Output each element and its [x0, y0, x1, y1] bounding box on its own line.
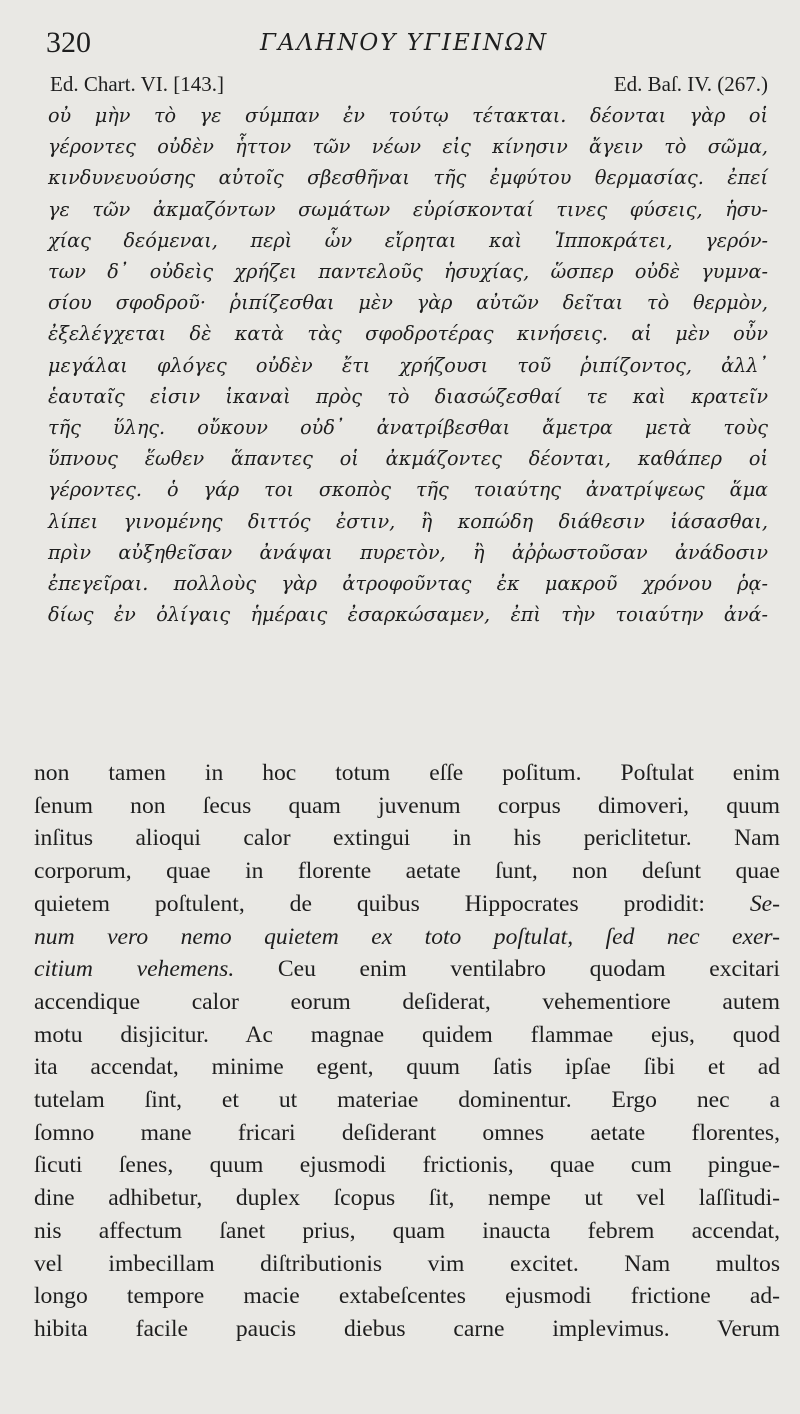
- hippocrates-quote: Se-: [749, 890, 780, 917]
- latin-line: nis affectum ſanet prius, quam inaucta febrem accendat,: [34, 1217, 780, 1244]
- greek-line: των δ᾽ οὐδεὶς χρήζει παντελοῦς ἡσυχίας, ὥσπερ οὐδὲ γυμνα-: [48, 260, 768, 284]
- latin-line: tutelam ſint, et ut materiae dominentur. Ergo nec a: [34, 1087, 780, 1114]
- greek-line: γέροντες οὐδὲν ἧττον τῶν νέων εἰς κίνησιν ἄγειν τὸ σῶμα,: [48, 135, 768, 159]
- greek-line: οὐ μὴν τὸ γε σύμπαν ἐν τούτῳ τέτακται. δέονται γὰρ οἱ: [48, 104, 768, 127]
- greek-line: ἐπεγεῖραι. πολλοὺς γὰρ ἀτροφοῦντας ἐκ μακροῦ χρόνου ῥᾳ-: [48, 572, 768, 596]
- edition-reference-right: Ed. Baſ. IV. (267.): [613, 72, 768, 96]
- latin-line: longo tempore macie extabeſcentes ejusmodi frictione ad-: [34, 1283, 780, 1310]
- latin-text-block: [34, 757, 780, 1346]
- latin-line: non tamen in hoc totum eſſe poſitum. Poſtulat enim: [34, 760, 780, 786]
- greek-line: ὕπνους ἕωθεν ἅπαντες οἱ ἀκμάζοντες δέονται, καθάπερ οἱ: [48, 447, 768, 471]
- hippocrates-quote: citium vehemens.: [34, 956, 235, 983]
- latin-line: ſicuti ſenes, quum ejusmodi frictionis, quae cum pingue-: [34, 1152, 780, 1179]
- greek-line: γε τῶν ἀκμαζόντων σωμάτων εὑρίσκονταί τινες φύσεις, ἡσυ-: [48, 197, 768, 221]
- latin-line: vel imbecillam diſtributionis vim excitet. Nam multos: [34, 1250, 780, 1277]
- greek-line: ἑαυταῖς εἰσιν ἱκαναὶ πρὸς τὸ διασώζεσθαί τε καὶ κρατεῖν: [48, 384, 768, 408]
- page-header: [46, 26, 766, 66]
- greek-text-block: [48, 100, 768, 630]
- latin-line: ſomno mane fricari deſiderant omnes aetate florentes,: [34, 1119, 780, 1146]
- greek-line: δίως ἐν ὀλίγαις ἡμέραις ἐσαρκώσαμεν, ἐπὶ τὴν τοιαύτην ἀνά-: [48, 603, 768, 627]
- latin-line: corporum, quae in florente aetate ſunt, non deſunt quae: [34, 858, 780, 885]
- latin-line: inſitus alioqui calor extingui in his periclitetur. Nam: [34, 825, 780, 852]
- greek-line: σίου σφοδροῦ· ῥιπίζεσθαι μὲν γὰρ αὐτῶν δεῖται τὸ θερμὸν,: [48, 291, 768, 315]
- greek-line: κινδυνευούσης αὐτοῖς σβεσθῆναι τῆς ἐμφύτου θερμασίας. ἐπεί: [48, 166, 768, 190]
- latin-line: ſenum non ſecus quam juvenum corpus dimoveri, quum: [34, 792, 780, 819]
- page-number: 320: [46, 26, 91, 59]
- latin-line: accendique calor eorum deſiderat, vehementiore autem: [34, 988, 780, 1015]
- greek-line: πρὶν αὐξηθεῖσαν ἀνάψαι πυρετὸν, ἢ ἀῤῥωστοῦσαν ἀνάδοσιν: [48, 540, 768, 564]
- greek-line: γέροντες. ὁ γάρ τοι σκοπὸς τῆς τοιαύτης ἀνατρίψεως ἅμα: [48, 478, 768, 502]
- running-title: ΓΑΛΗΝΟΥ ΥΓΙΕΙΝΩΝ: [260, 30, 549, 56]
- latin-line: ita accendat, minime egent, quum ſatis ipſae ſibi et ad: [34, 1054, 780, 1081]
- edition-references: [50, 72, 768, 102]
- latin-line: hibita facile paucis diebus carne implevimus. Verum: [34, 1315, 780, 1342]
- greek-line: λίπει γινομένης διττός ἐστιν, ἢ κοπώδη διάθεσιν ἰάσασθαι,: [48, 509, 768, 533]
- hippocrates-quote-line: num vero nemo quietem ex toto poſtulat, ſed nec exer-: [34, 923, 780, 950]
- greek-line: μεγάλαι φλόγες οὐδὲν ἔτι χρήζουσι τοῦ ῥιπίζοντος, ἀλλ᾽: [48, 353, 768, 377]
- latin-line: quietem poſtulent, de quibus Hippocrates prodidit: Se-: [34, 890, 780, 917]
- greek-line: τῆς ὕλης. οὔκουν οὐδ᾽ ἀνατρίβεσθαι ἄμετρα μετὰ τοὺς: [48, 416, 768, 440]
- greek-line: ἐξελέγχεται δὲ κατὰ τὰς σφοδροτέρας κινήσεις. αἱ μὲν οὖν: [48, 322, 768, 346]
- latin-line: motu disjicitur. Ac magnae quidem flammae ejus, quod: [34, 1021, 780, 1048]
- latin-line: dine adhibetur, duplex ſcopus ſit, nempe ut vel laſſitudi-: [34, 1185, 780, 1212]
- latin-line: citium vehemens. Ceu enim ventilabro quodam excitari: [34, 956, 780, 983]
- edition-reference-left: Ed. Chart. VI. [143.]: [50, 72, 224, 96]
- greek-line: χίας δεόμεναι, περὶ ὧν εἴρηται καὶ Ἱπποκράτει, γερόν-: [48, 228, 768, 252]
